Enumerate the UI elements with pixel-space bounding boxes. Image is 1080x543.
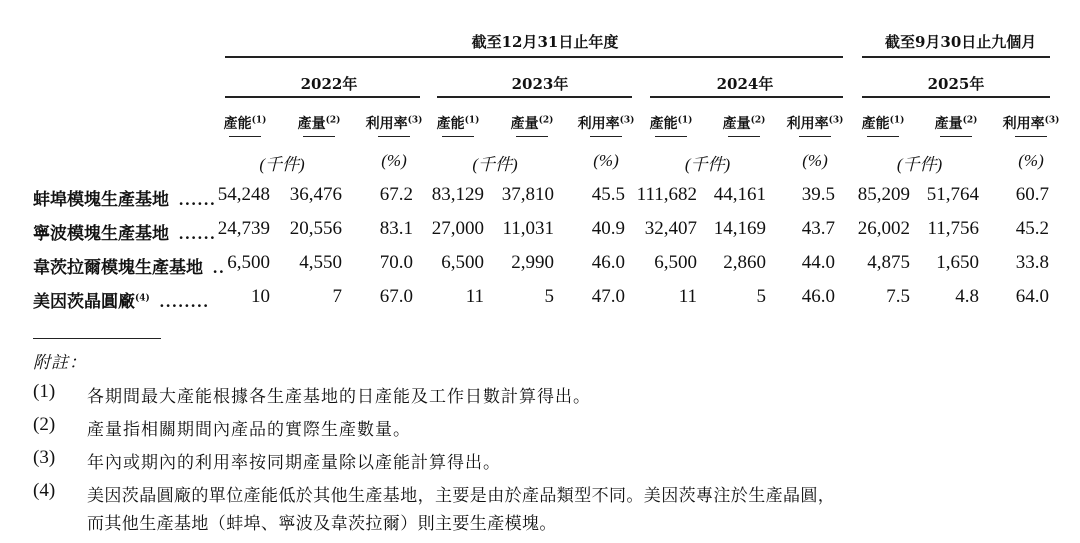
footnote-rule (33, 338, 161, 339)
col-header-underline (590, 136, 622, 137)
table-cell: 47.0 (591, 286, 625, 307)
row-label-text: 蚌埠模塊生產基地 (33, 190, 169, 210)
group-header-annual: 截至12月31日止年度 (471, 33, 619, 51)
row-label (33, 185, 217, 210)
table-cell: 11 (678, 286, 697, 307)
year-header-2023: 2023年 (511, 75, 569, 93)
col-header-label: 利用率 (1002, 116, 1045, 132)
rule-2024 (650, 96, 843, 98)
col-header-footnote-ref: (2) (538, 115, 554, 126)
table-cell: 70.0 (379, 252, 413, 273)
col-header-footnote-ref: (3) (407, 115, 423, 126)
table-cell: 37,810 (501, 184, 554, 205)
table-cell: 46.0 (801, 286, 835, 307)
col-header-output-2022 (279, 113, 359, 133)
col-header-label: 產量 (297, 116, 326, 132)
col-header-label: 產量 (934, 116, 963, 132)
col-header-underline (516, 136, 548, 137)
col-header-label: 產能 (861, 116, 890, 132)
note-text: 美因茨晶圓廠的單位產能低於其他生產基地，主要是由於產品類型不同。美因茨專注於生產晶圓， (87, 486, 836, 506)
table-cell: 10 (251, 286, 270, 307)
col-header-label: 利用率 (786, 116, 829, 132)
col-header-output-2025 (916, 113, 996, 133)
table-cell: 51,764 (926, 184, 979, 205)
table-cell: 43.7 (801, 218, 835, 239)
unit-percent-2025: (%) (1018, 151, 1044, 170)
col-header-label: 產量 (722, 116, 751, 132)
table-cell: 44,161 (713, 184, 766, 205)
col-header-underline (799, 136, 831, 137)
table-cell: 11,031 (502, 218, 554, 239)
table-cell: 6,500 (654, 252, 697, 273)
table-cell: 46.0 (591, 252, 625, 273)
table-cell: 111,682 (636, 184, 697, 205)
table-cell: 64.0 (1015, 286, 1049, 307)
col-header-capacity-2024 (631, 113, 711, 133)
unit-percent-2024: (%) (802, 151, 828, 170)
table-cell: 83,129 (431, 184, 484, 205)
unit-thousand-2023: (千件) (472, 155, 518, 174)
row-leader-dots: ...... (179, 224, 217, 243)
unit-percent-2023: (%) (593, 151, 619, 170)
table-cell: 14,169 (713, 218, 766, 239)
year-header-2022: 2022年 (300, 75, 358, 93)
col-header-underline (229, 136, 261, 137)
col-header-capacity-2022 (205, 113, 285, 133)
row-label-text: 韋茨拉爾模塊生產基地 (33, 258, 203, 278)
col-header-footnote-ref: (3) (1044, 115, 1060, 126)
table-cell: 45.2 (1015, 218, 1049, 239)
note-number: (4) (33, 480, 56, 501)
table-cell: 24,739 (217, 218, 270, 239)
note-text-continued: 而其他生產基地（蚌埠、寧波及韋茨拉爾）則主要生產模塊。 (87, 514, 557, 534)
col-header-underline (442, 136, 474, 137)
col-header-footnote-ref: (2) (325, 115, 341, 126)
table-cell: 5 (756, 286, 766, 307)
notes-title: 附註： (33, 353, 87, 373)
table-cell: 33.8 (1015, 252, 1049, 273)
table-cell: 36,476 (289, 184, 342, 205)
row-label (33, 219, 217, 244)
table-cell: 5 (544, 286, 554, 307)
col-header-label: 產能 (649, 116, 678, 132)
col-header-output-2024 (704, 113, 784, 133)
note-text: 各期間最大產能根據各生產基地的日產能及工作日數計算得出。 (87, 387, 591, 407)
year-header-2024: 2024年 (716, 75, 774, 93)
table-cell: 67.0 (379, 286, 413, 307)
col-header-footnote-ref: (2) (750, 115, 766, 126)
rule-annual (225, 56, 843, 58)
year-header-2025: 2025年 (927, 75, 985, 93)
col-header-footnote-ref: (2) (962, 115, 978, 126)
note-number: (3) (33, 447, 56, 468)
row-leader-dots: ........ (159, 292, 210, 311)
col-header-output-2023 (492, 113, 572, 133)
table-cell: 67.2 (379, 184, 413, 205)
table-cell: 4,875 (867, 252, 910, 273)
col-header-footnote-ref: (3) (828, 115, 844, 126)
col-header-label: 產能 (436, 116, 465, 132)
col-header-capacity-2025 (843, 113, 923, 133)
table-cell: 2,990 (511, 252, 554, 273)
table-cell: 32,407 (644, 218, 697, 239)
col-header-label: 利用率 (577, 116, 620, 132)
unit-thousand-2024: (千件) (684, 155, 731, 174)
col-header-label: 產量 (510, 116, 539, 132)
col-header-footnote-ref: (3) (619, 115, 635, 126)
table-cell: 6,500 (441, 252, 484, 273)
table-cell: 83.1 (379, 218, 413, 239)
table-cell: 44.0 (801, 252, 835, 273)
col-header-utilization-2025 (991, 113, 1071, 133)
table-cell: 4,550 (299, 252, 342, 273)
note-number: (2) (33, 414, 56, 435)
row-leader-dots: ...... (179, 190, 217, 209)
row-leader-dots: .. (213, 258, 226, 277)
table-cell: 54,248 (217, 184, 270, 205)
table-cell: 11,756 (927, 218, 979, 239)
table-cell: 45.5 (591, 184, 625, 205)
col-header-footnote-ref: (1) (889, 115, 905, 126)
table-cell: 6,500 (227, 252, 270, 273)
table-cell: 60.7 (1015, 184, 1049, 205)
table-cell: 7 (332, 286, 342, 307)
note-number: (1) (33, 381, 56, 402)
table-cell: 11 (465, 286, 484, 307)
row-label (33, 287, 210, 312)
table-cell: 39.5 (801, 184, 835, 205)
col-header-footnote-ref: (1) (464, 115, 480, 126)
table-cell: 2,860 (723, 252, 766, 273)
group-header-nine-months: 截至9月30日止九個月 (885, 33, 1037, 51)
table-cell: 20,556 (289, 218, 342, 239)
table-cell: 1,650 (936, 252, 979, 273)
row-label-text: 美因茨晶圓廠 (33, 292, 135, 312)
rule-2022 (225, 96, 420, 98)
table-cell: 85,209 (857, 184, 910, 205)
note-text: 年內或期內的利用率按同期產量除以產能計算得出。 (87, 453, 501, 473)
note-text: 產量指相關期間內產品的實際生產數量。 (87, 420, 411, 440)
col-header-label: 利用率 (365, 116, 408, 132)
table-cell: 7.5 (886, 286, 910, 307)
col-header-underline (1015, 136, 1047, 137)
unit-thousand-2022: (千件) (259, 155, 305, 174)
row-label-text: 寧波模塊生產基地 (33, 224, 169, 244)
rule-nine-months (862, 56, 1050, 58)
col-header-footnote-ref: (1) (677, 115, 693, 126)
col-header-capacity-2023 (418, 113, 498, 133)
col-header-underline (728, 136, 760, 137)
col-header-underline (378, 136, 410, 137)
rule-2023 (437, 96, 632, 98)
col-header-footnote-ref: (1) (251, 115, 267, 126)
table-cell: 27,000 (431, 218, 484, 239)
table-cell: 26,002 (857, 218, 910, 239)
unit-thousand-2025: (千件) (896, 155, 943, 174)
col-header-underline (655, 136, 687, 137)
rule-2025 (862, 96, 1050, 98)
row-footnote-ref: (4) (135, 293, 150, 304)
col-header-underline (867, 136, 899, 137)
col-header-underline (303, 136, 335, 137)
col-header-label: 產能 (223, 116, 252, 132)
col-header-underline (940, 136, 972, 137)
unit-percent-2022: (%) (381, 151, 407, 170)
table-cell: 40.9 (591, 218, 625, 239)
table-cell: 4.8 (955, 286, 979, 307)
